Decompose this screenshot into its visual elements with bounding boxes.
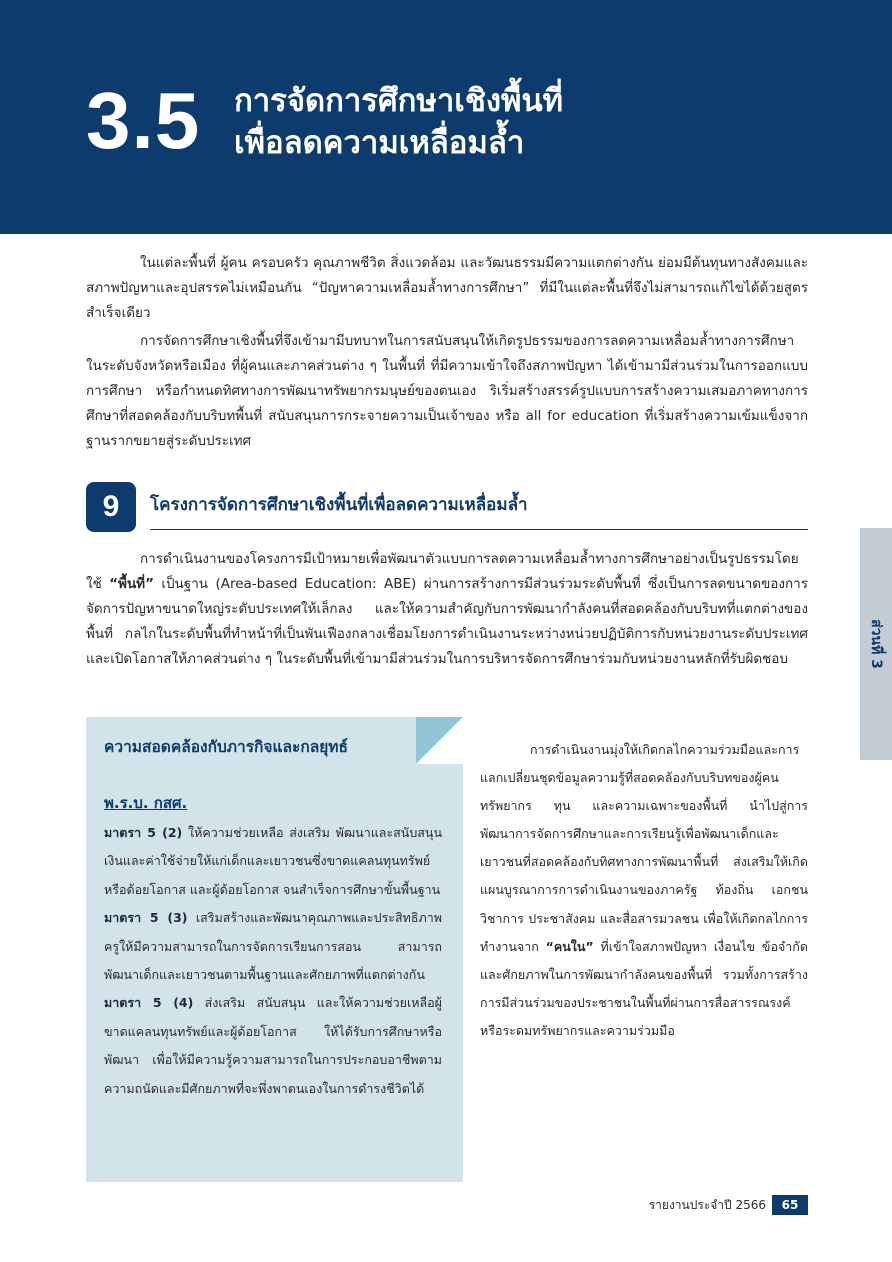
chapter-header-banner	[0, 0, 892, 234]
intro-paragraph-2: การจัดการศึกษาเชิงพื้นที่จึงเข้ามามีบทบาทในการสนับสนุนให้เกิดรูปธรรมของการลดความเหลื่อมล้ำทางการศึกษาในระดับจังหวัดหรือเมือง ที่ผู้คนและภาคส่วนต่าง ๆ ในพื้นที่ ที่มีความเข้าใจถึงสภาพปัญหา ได้เข้ามามีส่วนร่วมในการออกแบบการศึกษา หรือกำหนดทิศทางการพัฒนาทรัพยากรมนุษย์ของตนเอง ริเริ่มสร้างสรรค์รูปแบบการสร้างความเสมอภาคทางการศึกษาที่สอดคล้องกับบริบทพื้นที่ สนับสนุนการกระจายความเป็นเจ้าของ หรือ all for education ที่เริ่มสร้างความเข้มแข็งจากฐานรากขยายสู่ระดับประเทศ	[86, 333, 808, 449]
intro-paragraph-1: ในแต่ละพื้นที่ ผู้คน ครอบครัว คุณภาพชีวิต สิ่งแวดล้อม และวัฒนธรรมมีความแตกต่างกัน ย่อมมีต้นทุนทางสังคมและสภาพปัญหาและอุปสรรคไม่เหมือนกัน “ปัญหาความเหลื่อมล้ำทางการศึกษา” ที่มีในแต่ละพื้นที่จึงไม่สามารถแก้ไขได้ด้วยสูตรสำเร็จเดียว	[86, 255, 808, 321]
box-title: ความสอดคล้องกับภารกิจและกลยุทธ์	[104, 738, 348, 756]
box-corner-cut	[416, 717, 463, 764]
side-section-tab[interactable]	[860, 528, 892, 760]
box-item: มาตรา 5 (2) ให้ความช่วยเหลือ ส่งเสริม พัฒนาและสนับสนุนเงินและค่าใช้จ่ายให้แก่เด็กและเยาวชนซึ่งขาดแคลนทุนทรัพย์หรือด้อยโอกาส และผู้ด้อยโอกาส จนสำเร็จการศึกษาขั้นพื้นฐาน	[104, 825, 442, 897]
section-body-paragraph: การดำเนินงานของโครงการมีเป้าหมายเพื่อพัฒนาตัวแบบการลดความเหลื่อมล้ำทางการศึกษาอย่างเป็นรูปธรรมโดยใช้ “พื้นที่” เป็นฐาน (Area-based Education: ABE) ผ่านการสร้างการมีส่วนร่วมระดับพื้นที่ ซึ่งเป็นการลดขนาดของการจัดการปัญหาขนาดใหญ่ระดับประเทศให้เล็กลง และให้ความสำคัญกับการพัฒนากำลังคนที่สอดคล้องกับบริบทที่แตกต่างของพื้นที่ กลไกในระดับพื้นที่ทำหน้าที่เป็นพันเฟืองกลางเชื่อมโยงการดำเนินงานระหว่างหน่วยปฏิบัติการกับหน่วยงานระดับประเทศ และเปิดโอกาสให้ภาคส่วนต่าง ๆ ในระดับพื้นที่เข้ามามีส่วนร่วมในการบริหารจัดการศึกษาร่วมกับหน่วยงานหลักที่รับผิดชอบ	[86, 551, 809, 667]
section-divider	[150, 529, 808, 530]
footer-report-label: รายงานประจำปี 2566	[648, 1198, 766, 1212]
right-column-paragraph: การดำเนินงานมุ่งให้เกิดกลไกความร่วมมือและการแลกเปลี่ยนชุดข้อมูลความรู้ที่สอดคล้องกับบริบทของผู้คน ทรัพยากร ทุน และความเฉพาะของพื้นที่ นำไปสู่การพัฒนาการจัดการศึกษาและการเรียนรู้เพื่อพัฒนาเด็กและเยาวชนที่สอดคล้องกับทิศทางการพัฒนาพื้นที่ ส่งเสริมให้เกิดแผนบูรณาการการดำเนินงานของภาครัฐ ท้องถิ่น เอกชน วิชาการ ประชาสังคม และสื่อสารมวลชน เพื่อให้เกิดกลไกการทำงานจาก “คนใน” ที่เข้าใจสภาพปัญหา เงื่อนไข ข้อจำกัด และศักยภาพในการพัฒนากำลังคนของพื้นที่ รวมทั้งการสร้างการมีส่วนร่วมของประชาชนในพื้นที่ผ่านการสื่อสารรณรงค์หรือระดมทรัพยากรและความร่วมมือ	[480, 742, 808, 1038]
box-item: มาตรา 5 (4) ส่งเสริม สนับสนุน และให้ความช่วยเหลือผู้ขาดแคลนทุนทรัพย์และผู้ด้อยโอกาส ให้ได้รับการศึกษาหรือพัฒนา เพื่อให้มีความรู้ความสามารถในการประกอบอาชีพตามความถนัดและมีศักยภาพที่จะพึ่งพาตนเองในการดำรงชีวิตได้	[104, 995, 442, 1096]
chapter-title-line-2: เพื่อลดความเหลื่อมล้ำ	[234, 125, 525, 161]
page-number: 65	[772, 1195, 808, 1215]
chapter-title-line-1: การจัดการศึกษาเชิงพื้นที่	[234, 83, 564, 119]
section-title: โครงการจัดการศึกษาเชิงพื้นที่เพื่อลดความเหลื่อมล้ำ	[150, 495, 528, 515]
side-section-tab-label: ส่วนที่ 3	[868, 619, 884, 669]
box-item: มาตรา 5 (3) เสริมสร้างและพัฒนาคุณภาพและประสิทธิภาพครูให้มีความสามารถในการจัดการเรียนการสอน สามารถพัฒนาเด็กและเยาวชนตามพื้นฐานและศักยภาพที่แตกต่างกัน	[104, 910, 442, 983]
box-body	[104, 819, 442, 1103]
box-subtitle: พ.ร.บ. กสศ.	[104, 794, 188, 812]
section-number-badge: 9	[86, 482, 136, 532]
chapter-title	[234, 80, 654, 164]
chapter-number: 3.5	[86, 76, 201, 165]
